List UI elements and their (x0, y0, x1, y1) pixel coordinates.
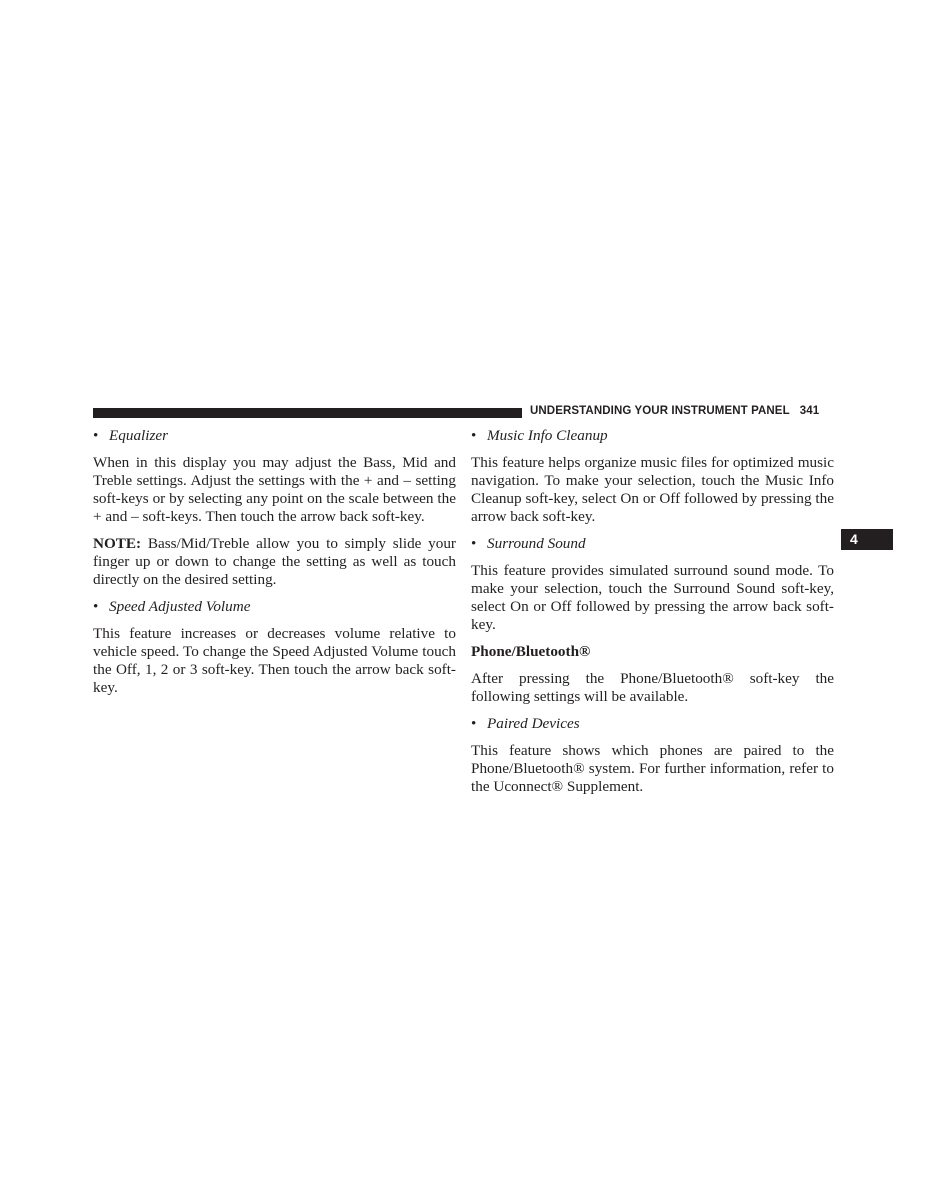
left-column (93, 427, 456, 706)
mic-paragraph: This feature helps organize music files for optimized music navigation. To make your selection, touch the Music Info Cleanup soft-key, select On or Off followed by pressing the arrow back soft-key. (471, 454, 834, 525)
mic-title: Music Info Cleanup (487, 427, 608, 444)
right-column (471, 427, 834, 805)
chapter-tab: 4 (841, 529, 893, 550)
paired-paragraph: This feature shows which phones are paired to the Phone/Bluetooth® system. For further information, refer to the Uconnect® Supplement. (471, 742, 834, 795)
bullet-surround-sound (471, 535, 834, 553)
bullet-music-info-cleanup (471, 427, 834, 445)
phone-paragraph: After pressing the Phone/Bluetooth® soft-key the following settings will be available. (471, 670, 834, 705)
sav-paragraph: This feature increases or decreases volume relative to vehicle speed. To change the Speed Adjusted Volume touch the Off, 1, 2 or 3 soft-key. Then touch the arrow back soft-key. (93, 625, 456, 696)
bullet-equalizer (93, 427, 456, 445)
surround-title: Surround Sound (487, 535, 586, 552)
note-text: Bass/Mid/Treble allow you to simply slide your finger up or down to change the setting as well as touch directly on the desired setting. (93, 535, 456, 588)
phone-heading: Phone/Bluetooth® (471, 643, 591, 660)
paired-title: Paired Devices (487, 715, 580, 732)
bullet-dot: • (471, 715, 477, 732)
page-number: 341 (799, 405, 820, 417)
running-header (530, 405, 819, 417)
bullet-paired-devices (471, 715, 834, 733)
surround-paragraph: This feature provides simulated surround sound mode. To make your selection, touch the Surround Sound soft-key, select On or Off followed by pressing the arrow back soft-key. (471, 562, 834, 633)
bullet-dot: • (93, 598, 99, 615)
bullet-dot: • (471, 535, 477, 552)
bullet-speed-adjusted-volume (93, 598, 456, 616)
note-paragraph (93, 535, 456, 589)
note-label: NOTE: (93, 535, 142, 552)
section-title: UNDERSTANDING YOUR INSTRUMENT PANEL (530, 405, 790, 417)
sav-title: Speed Adjusted Volume (109, 598, 251, 615)
equalizer-paragraph: When in this display you may adjust the Bass, Mid and Treble settings. Adjust the settings with the + and – setting soft-keys or by selecting any point on the scale between the + and – soft-keys. Then touch the arrow back soft-key. (93, 454, 456, 525)
equalizer-title: Equalizer (109, 427, 169, 444)
bullet-dot: • (471, 427, 477, 444)
header-rule (93, 408, 522, 418)
bullet-dot: • (93, 427, 99, 444)
